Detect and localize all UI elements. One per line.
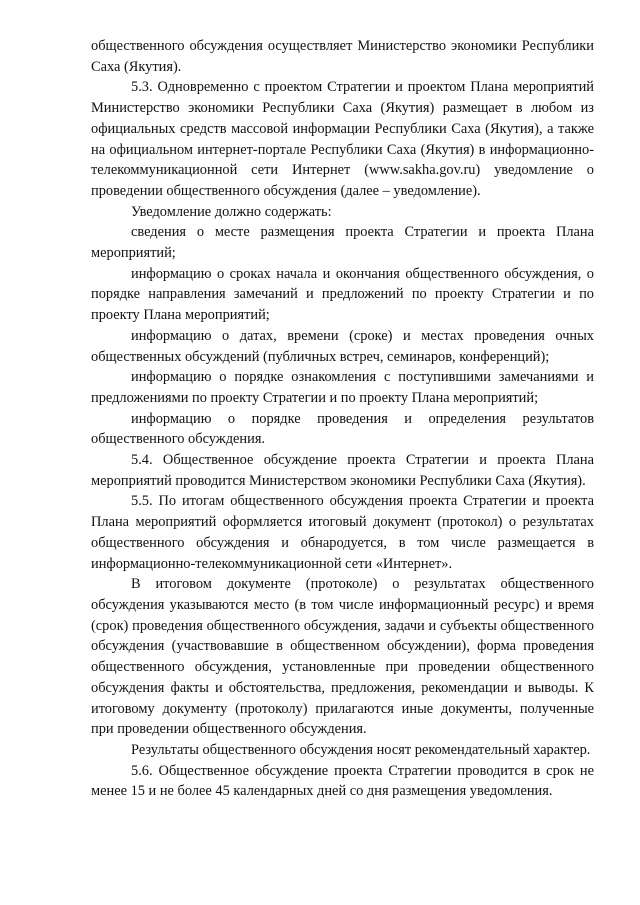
document-page: [91, 36, 594, 802]
paragraph-notice-item-5: информацию о порядке проведения и определения результатов общественного обсуждения.: [91, 410, 594, 448]
paragraph-notice-contents: Уведомление должно содержать:: [131, 203, 332, 220]
paragraph-notice-item-4: информацию о порядке ознакомления с поступившими замечаниями и предложениями по проекту Стратегии и по проекту Плана мероприятий;: [91, 369, 594, 406]
paragraph-notice-item-2: информацию о сроках начала и окончания общественного обсуждения, о порядке направления замечаний и предложений по проекту Стратегии и по проекту Плана мероприятий;: [91, 265, 594, 324]
paragraph-protocol-contents: В итоговом документе (протоколе) о результатах общественного обсуждения указываются место (в том числе информационный ресурс) и время (срок) проведения общественного обсуждения, задачи и субъекты общественного обсуждения (участвовавшие в общественном обсуждении), форма проведения общественного обсуждения, установленные при проведении общественного обсуждения факты и обстоятельства, предложения, рекомендации и выводы. К итоговому документу (протоколу) прилагаются иные документы, полученные при проведении общественного обсуждения.: [91, 576, 594, 738]
paragraph-results-advisory: Результаты общественного обсуждения носят рекомендательный характер.: [131, 741, 591, 758]
paragraph-5-3: 5.3. Одновременно с проектом Стратегии и проектом Плана мероприятий Министерство экономики Республики Саха (Якутия) размещает в любом из официальных средств массовой информации Республики Саха (Якутия), а также на официальном интернет-портале Республики Саха (Якутия) в информационно-телекоммуникационной сети Интернет (www.sakha.gov.ru) уведомление о проведении общественного обсуждения (далее – уведомление).: [91, 79, 594, 199]
paragraph-5-5: 5.5. По итогам общественного обсуждения проекта Стратегии и проекта Плана мероприятий оформляется итоговый документ (протокол) о результатах общественного обсуждения и обнародуется, в том числе размещается в информационно-телекоммуникационной сети «Интернет».: [91, 493, 594, 572]
paragraph-notice-item-1: сведения о месте размещения проекта Стратегии и проекта Плана мероприятий;: [91, 224, 594, 262]
paragraph-5-6: 5.6. Общественное обсуждение проекта Стратегии проводится в срок не менее 15 и не более 45 календарных дней со дня размещения уведомления.: [91, 762, 594, 800]
paragraph-notice-item-3: информацию о датах, времени (сроке) и местах проведения очных общественных обсуждений (публичных встреч, семинаров, конференций);: [91, 327, 594, 365]
paragraph-continuation: общественного обсуждения осуществляет Министерство экономики Республики Саха (Якутия).: [91, 38, 594, 75]
paragraph-5-4: 5.4. Общественное обсуждение проекта Стратегии и проекта Плана мероприятий проводится Министерством экономики Республики Саха (Якутия).: [91, 452, 594, 489]
